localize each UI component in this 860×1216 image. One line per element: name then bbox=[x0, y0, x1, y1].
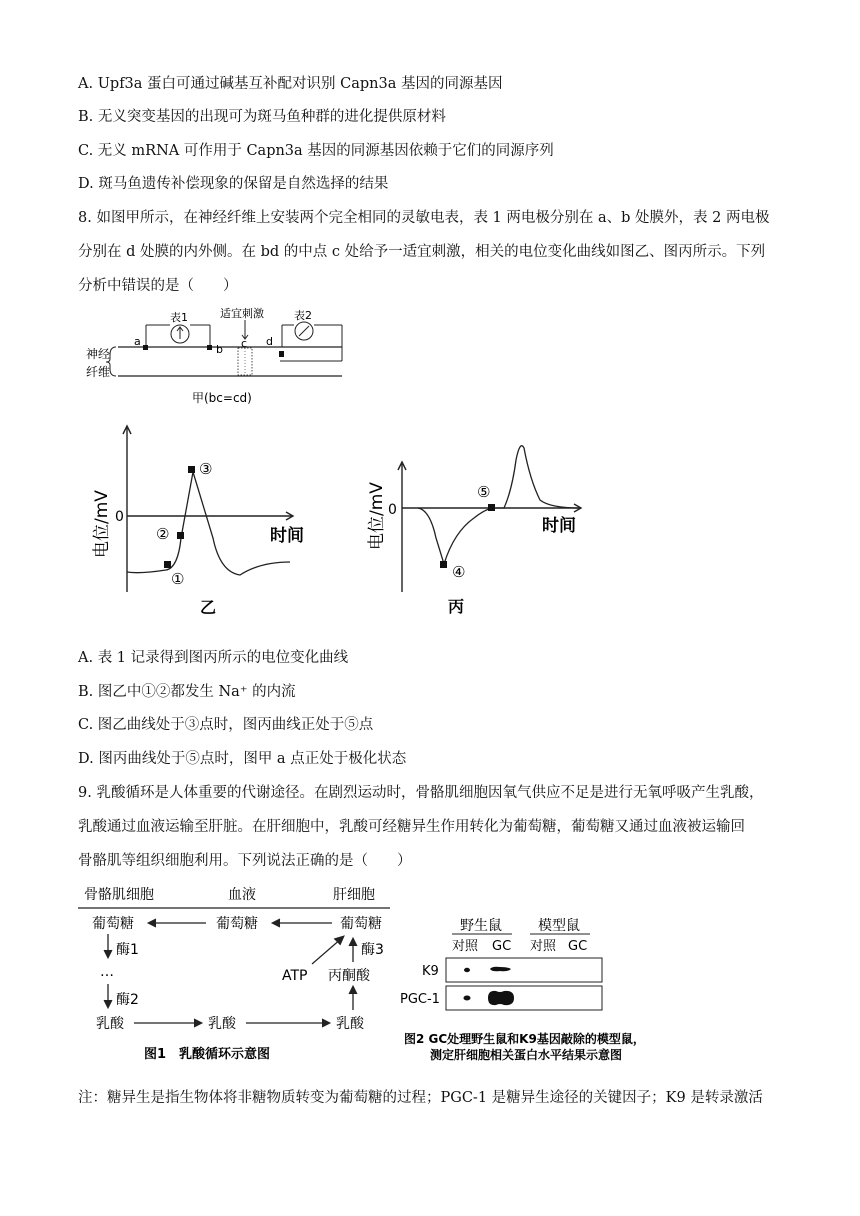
fig2-wild-label: 野生鼠 bbox=[460, 918, 502, 934]
fig1-col-liver: 肝细胞 bbox=[333, 887, 375, 903]
q7-option-a: A. Upf3a 蛋白可通过碱基互补配对识别 Capn3a 基因的同源基因 bbox=[78, 76, 503, 92]
fig2-model-ctrl: 对照 bbox=[530, 939, 557, 954]
fig2-row-pgc1: PGC-1 bbox=[400, 992, 440, 1007]
label-b: b bbox=[216, 343, 223, 356]
figure-jia-caption: 甲(bc=cd) bbox=[192, 391, 252, 405]
yi-ylabel: 电位/mV bbox=[92, 490, 112, 558]
fig1-enzyme2: 酶2 bbox=[116, 992, 139, 1008]
q8-option-d: D. 图丙曲线处于⑤点时，图甲 a 点正处于极化状态 bbox=[78, 751, 407, 767]
fig2-caption-2: 测定肝细胞相关蛋白水平结果示意图 bbox=[430, 1048, 623, 1062]
q9-stem-line3: 骨骼肌等组织细胞利用。下列说法正确的是（ ） bbox=[78, 853, 412, 869]
yi-label-1: ① bbox=[171, 570, 185, 588]
bing-label-5: ⑤ bbox=[477, 483, 491, 501]
label-c: c bbox=[241, 337, 248, 350]
yi-point-3 bbox=[188, 466, 195, 473]
yi-point-2 bbox=[177, 532, 184, 539]
bing-point-4 bbox=[440, 561, 447, 568]
figure-2-protein-levels bbox=[400, 912, 690, 1072]
q9-note: 注：糖异生是指生物体将非糖物质转变为葡萄糖的过程；PGC-1 是糖异生途径的关键因子；K9 是转录激活 bbox=[78, 1090, 763, 1106]
fig1-dots: … bbox=[100, 964, 114, 980]
fiber-label-2: 纤维 bbox=[86, 365, 111, 379]
q8-option-c: C. 图乙曲线处于③点时，图丙曲线正处于⑤点 bbox=[78, 717, 374, 733]
q8-stem-line2: 分别在 d 处膜的内外侧。在 bd 的中点 c 处给予一适宜刺激，相关的电位变化曲线如图乙、图丙所示。下列 bbox=[78, 244, 766, 260]
bing-xlabel: 时间 bbox=[542, 516, 576, 536]
fig2-caption-1: 图2 GC处理野生鼠和K9基因敲除的模型鼠， bbox=[404, 1032, 645, 1046]
figure-jia bbox=[80, 305, 360, 410]
fig1-lactate-muscle: 乳酸 bbox=[96, 1016, 124, 1032]
meter2-label: 表2 bbox=[294, 309, 312, 322]
meter1-label: 表1 bbox=[170, 311, 188, 324]
bing-label-4: ④ bbox=[452, 563, 466, 581]
fig1-pyruvate: 丙酮酸 bbox=[328, 968, 370, 984]
fig1-col-muscle: 骨骼肌细胞 bbox=[84, 887, 154, 903]
fig1-enzyme1: 酶1 bbox=[116, 942, 139, 958]
figure-1-lactate-cycle bbox=[78, 880, 398, 1065]
fig1-lactate-liver: 乳酸 bbox=[336, 1016, 364, 1032]
fig2-model-label: 模型鼠 bbox=[538, 918, 580, 934]
q9-stem-line2: 乳酸通过血液运输至肝脏。在肝细胞中，乳酸可经糖异生作用转化为葡萄糖，葡萄糖又通过血液被运输回 bbox=[78, 819, 745, 835]
fig1-atp: ATP bbox=[282, 968, 308, 984]
q8-option-a: A. 表 1 记录得到图丙所示的电位变化曲线 bbox=[78, 650, 349, 666]
q8-stem-line1: 8. 如图甲所示，在神经纤维上安装两个完全相同的灵敏电表，表 1 两电极分别在 a、b 处膜外，表 2 两电极 bbox=[78, 210, 770, 226]
fig2-row-k9: K9 bbox=[422, 964, 439, 979]
yi-label-2: ② bbox=[156, 525, 170, 543]
stimulus-label: 适宜刺激 bbox=[220, 307, 264, 320]
yi-zero: 0 bbox=[115, 509, 124, 525]
q7-option-c: C. 无义 mRNA 可作用于 Capn3a 基因的同源基因依赖于它们的同源序列 bbox=[78, 143, 554, 159]
fiber-label-1: 神经 bbox=[86, 347, 111, 361]
fig2-wild-gc: GC bbox=[492, 939, 512, 954]
q9-stem-line1: 9. 乳酸循环是人体重要的代谢途径。在剧烈运动时，骨骼肌细胞因氧气供应不足是进行无氧呼吸产生乳酸， bbox=[78, 785, 764, 801]
fig1-caption: 图1 乳酸循环示意图 bbox=[144, 1047, 271, 1062]
bing-caption: 丙 bbox=[448, 597, 465, 616]
fig1-enzyme3: 酶3 bbox=[361, 942, 384, 958]
fig2-model-gc: GC bbox=[568, 939, 588, 954]
label-a: a bbox=[134, 335, 141, 348]
fig1-glucose-liver: 葡萄糖 bbox=[340, 916, 382, 932]
yi-xlabel: 时间 bbox=[270, 526, 304, 546]
bing-point-5 bbox=[488, 504, 495, 511]
bing-zero: 0 bbox=[388, 502, 397, 518]
yi-point-1 bbox=[164, 561, 171, 568]
bing-ylabel: 电位/mV bbox=[367, 482, 387, 550]
fig2-band-pgc1-gc bbox=[488, 991, 514, 1005]
label-d: d bbox=[266, 335, 273, 348]
q7-option-d: D. 斑马鱼遗传补偿现象的保留是自然选择的结果 bbox=[78, 176, 389, 192]
fig1-col-blood: 血液 bbox=[228, 887, 256, 903]
q8-stem-line3: 分析中错误的是（ ） bbox=[78, 278, 238, 294]
fig2-band-pgc1-ctrl bbox=[464, 996, 471, 1001]
fig1-glucose-blood: 葡萄糖 bbox=[216, 916, 258, 932]
q8-option-b: B. 图乙中①②都发生 Na⁺ 的内流 bbox=[78, 684, 296, 700]
fig1-lactate-blood: 乳酸 bbox=[208, 1016, 236, 1032]
fig2-band-k9-ctrl bbox=[464, 968, 470, 972]
yi-label-3: ③ bbox=[199, 460, 213, 478]
fig2-wild-ctrl: 对照 bbox=[452, 939, 479, 954]
yi-caption: 乙 bbox=[200, 598, 217, 617]
q7-option-b: B. 无义突变基因的出现可为斑马鱼种群的进化提供原材料 bbox=[78, 109, 446, 125]
fig1-glucose-muscle: 葡萄糖 bbox=[92, 916, 134, 932]
figure-yi bbox=[80, 420, 340, 620]
figure-bing bbox=[358, 420, 608, 620]
